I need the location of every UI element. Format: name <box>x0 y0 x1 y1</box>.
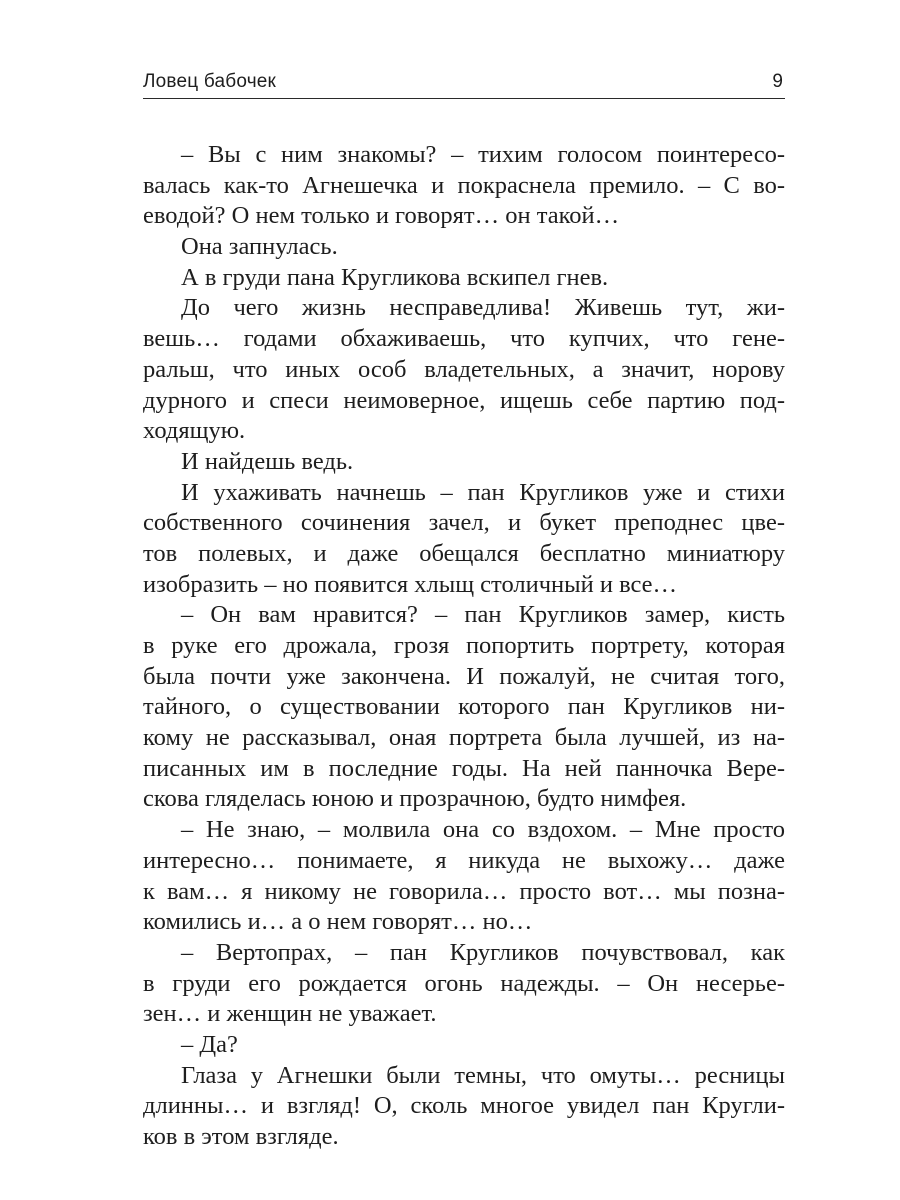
text-line: – Вертопрах, – пан Кругликов почувствовал, как <box>181 938 785 966</box>
text-line: писанных им в последние годы. На ней панночка Вере- <box>143 754 785 782</box>
text-line: – Не знаю, – молвила она со вздохом. – Мне просто <box>181 816 785 844</box>
text-line: Она запнулась. <box>181 233 338 261</box>
text-line: И найдешь ведь. <box>181 447 354 475</box>
text-line: комились и… а о нем говорят… но… <box>143 908 533 936</box>
text-line: валась как-то Агнешечка и покраснела премило. – С во- <box>143 171 785 199</box>
text-line: ходящую. <box>143 417 246 445</box>
text-line: кому не рассказывал, оная портрета была лучшей, из на- <box>143 724 785 752</box>
text-line: – Вы с ним знакомы? – тихим голосом поинтересо- <box>181 141 785 168</box>
text-line: интересно… понимаете, я никуда не выхожу… даже <box>143 846 785 874</box>
text-line: длинны… и взгляд! О, сколь многое увидел пан Кругли- <box>143 1092 785 1120</box>
text-line: собственного сочинения зачел, и букет преподнес цве- <box>143 509 785 537</box>
text-line: ков в этом взгляде. <box>143 1123 339 1150</box>
text-line: вешь… годами обхаживаешь, что купчих, что гене- <box>143 325 785 353</box>
text-line: зен… и женщин не уважает. <box>143 1000 437 1028</box>
text-line: в руке его дрожала, грозя попортить портрету, которая <box>143 632 785 659</box>
page-number: 9 <box>772 71 783 92</box>
text-line: в груди его рождается огонь надежды. – Он несерье- <box>143 969 785 997</box>
text-line: изобразить – но появится хлыщ столичный и все… <box>143 570 678 598</box>
text-line: И ухаживать начнешь – пан Кругликов уже и стихи <box>181 478 785 506</box>
running-header <box>143 66 785 99</box>
text-line: ральш, что иных особ владетельных, а значит, норову <box>143 355 785 383</box>
text-line: дурного и спеси неимоверное, ищешь себе партию под- <box>143 386 785 414</box>
body-text <box>143 140 785 1153</box>
text-line: была почти уже закончена. И пожалуй, не считая того, <box>143 662 785 690</box>
running-title: Ловец бабочек <box>143 71 277 92</box>
text-line: еводой? О нем только и говорят… он такой… <box>143 202 620 230</box>
text-line: тов полевых, и даже обещался бесплатно миниатюру <box>143 539 785 567</box>
text-line: скова гляделась юною и прозрачною, будто нимфея. <box>143 785 687 813</box>
text-line: Глаза у Агнешки были темны, что омуты… ресницы <box>181 1061 785 1089</box>
text-line: А в груди пана Кругликова вскипел гнев. <box>181 263 609 291</box>
text-line: к вам… я никому не говорила… просто вот… мы позна- <box>143 877 785 905</box>
text-line: – Он вам нравится? – пан Кругликов замер, кисть <box>181 601 785 629</box>
text-line: тайного, о существовании которого пан Кругликов ни- <box>143 693 785 721</box>
text-line: – Да? <box>181 1030 238 1058</box>
text-line: До чего жизнь несправедлива! Живешь тут, жи- <box>181 294 785 322</box>
